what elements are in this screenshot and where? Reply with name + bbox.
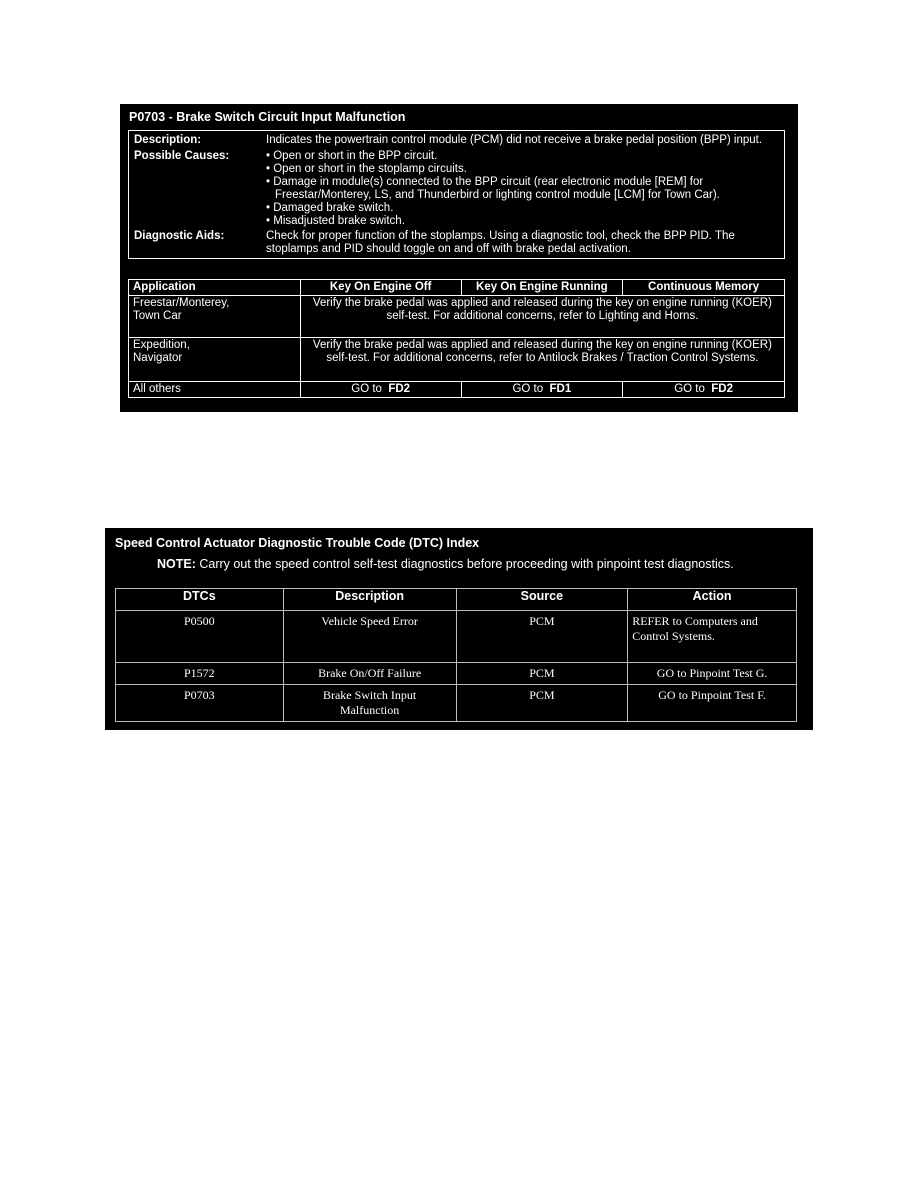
dtc-source: PCM (456, 685, 628, 722)
table-row (129, 382, 785, 398)
koeo-link[interactable]: FD2 (388, 383, 411, 395)
instruction-cell: Verify the brake pedal was applied and released during the key on engine running (KOER) self-test. For additional concerns, refer to Antilock Brakes / Traction Control Systems. (300, 338, 784, 382)
table-header-row (129, 280, 785, 296)
description-text: Indicates the powertrain control module (PCM) did not receive a brake pedal position (BPP) input. (266, 134, 763, 146)
dtc-code: P1572 (116, 663, 284, 685)
cause-item: • Misadjusted brake switch. (266, 215, 778, 228)
koer-cell: GO to FD1 (461, 382, 623, 398)
dtc-action[interactable]: GO to Pinpoint Test F. (628, 685, 797, 722)
table-header-row (116, 589, 797, 611)
possible-causes-label: Possible Causes: (134, 150, 230, 162)
possible-causes-row (129, 147, 784, 228)
dtc-action[interactable]: GO to Pinpoint Test G. (628, 663, 797, 685)
header-koer: Key On Engine Running (461, 280, 623, 296)
cause-item: • Open or short in the stoplamp circuits. (266, 163, 778, 176)
dtc-code: P0500 (116, 611, 284, 663)
dtc-action[interactable]: REFER to Computers and Control Systems. (628, 611, 797, 663)
application-cell: Expedition, Navigator (129, 338, 301, 382)
info-box (128, 130, 785, 259)
dtc-description: Brake On/Off Failure (283, 663, 456, 685)
koeo-cell: GO to FD2 (300, 382, 461, 398)
cause-item: • Damaged brake switch. (266, 202, 778, 215)
header-koeo: Key On Engine Off (300, 280, 461, 296)
application-cell: All others (129, 382, 301, 398)
table-row (129, 296, 785, 338)
table-row (116, 611, 797, 663)
header-source: Source (456, 589, 628, 611)
dtc-description: Brake Switch Input Malfunction (283, 685, 456, 722)
diagnostic-aids-label: Diagnostic Aids: (134, 230, 225, 242)
dtc-p0703-card (120, 104, 798, 412)
dtc-index-card (105, 528, 813, 730)
dtc-description: Vehicle Speed Error (283, 611, 456, 663)
dtc-table (115, 588, 797, 722)
table-row (116, 663, 797, 685)
diagnostic-aids-text: Check for proper function of the stoplamps. Using a diagnostic tool, check the BPP PID. The stoplamps and PID should toggle on and off with brake pedal activation. (266, 230, 735, 255)
cm-cell: GO to FD2 (623, 382, 785, 398)
table-row (116, 685, 797, 722)
card-title: P0703 - Brake Switch Circuit Input Malfunction (129, 110, 406, 124)
header-continuous-memory: Continuous Memory (623, 280, 785, 296)
dtc-source: PCM (456, 663, 628, 685)
diagnostic-aids-row (129, 228, 784, 258)
cm-link[interactable]: FD2 (711, 383, 734, 395)
dtc-code: P0703 (116, 685, 284, 722)
description-label: Description: (134, 134, 202, 146)
description-row (129, 131, 784, 147)
header-action: Action (628, 589, 797, 611)
table-row (129, 338, 785, 382)
note (157, 559, 777, 570)
application-table (128, 279, 785, 398)
possible-causes-list (266, 150, 778, 228)
index-title: Speed Control Actuator Diagnostic Trouble Code (DTC) Index (115, 536, 480, 550)
koer-link[interactable]: FD1 (549, 383, 572, 395)
instruction-cell: Verify the brake pedal was applied and released during the key on engine running (KOER) self-test. For additional concerns, refer to Lighting and Horns. (300, 296, 784, 338)
header-dtcs: DTCs (116, 589, 284, 611)
dtc-source: PCM (456, 611, 628, 663)
cause-item: • Damage in module(s) connected to the BPP circuit (rear electronic module [REM] for Freestar/Monterey, LS, and Thunderbird or lighting control module [LCM] for Town Car). (266, 176, 778, 202)
application-cell: Freestar/Monterey, Town Car (129, 296, 301, 338)
note-label: NOTE: (157, 557, 196, 571)
cause-item: • Open or short in the BPP circuit. (266, 150, 778, 163)
header-description: Description (283, 589, 456, 611)
header-application: Application (129, 280, 301, 296)
note-text: Carry out the speed control self-test diagnostics before proceeding with pinpoint test diagnostics. (195, 557, 734, 571)
